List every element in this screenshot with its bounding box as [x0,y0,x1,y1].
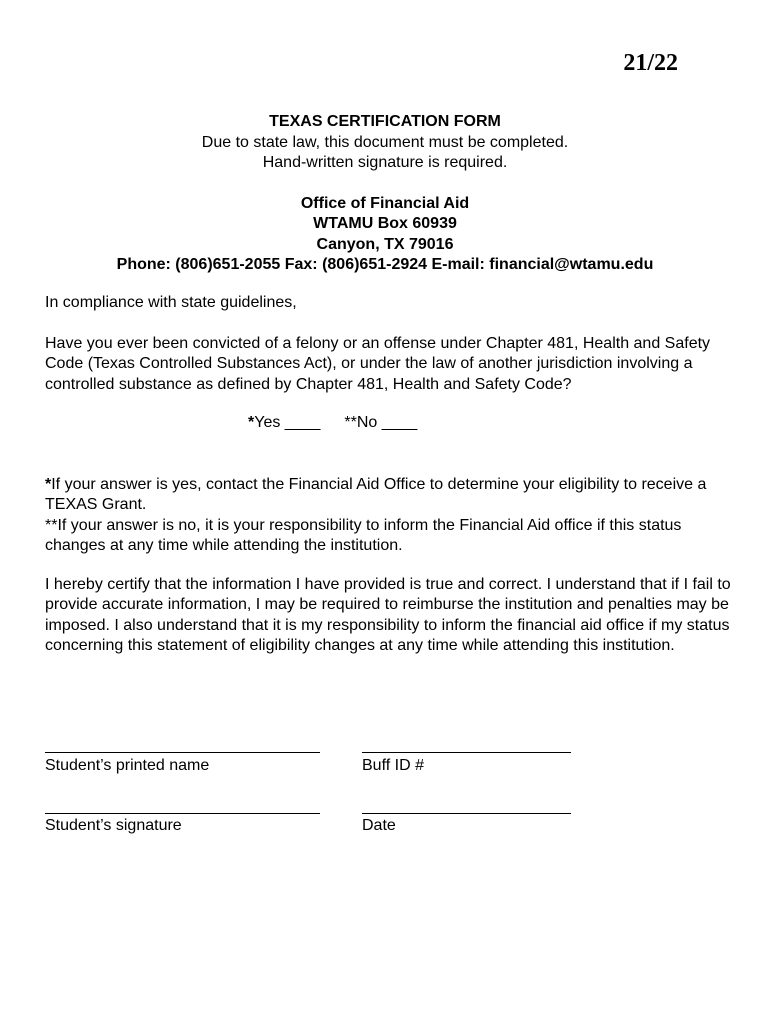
header-spacer [0,174,770,194]
printed-name-label: Student’s printed name [45,757,210,774]
form-subtitle-completion: Due to state law, this document must be completed. [201,133,569,151]
buff-id-label: Buff ID # [362,757,424,774]
felony-question: Have you ever been convicted of a felony or an offense under Chapter 481, Health and Safety Code (Texas Controlled Substances Act), or under the law of another jurisdiction involving a controlled substance as defined by Chapter 481, Health and Safety Code? [45,335,711,393]
answer-no[interactable]: **No ____ [344,414,418,431]
form-header [0,112,770,276]
yes-marker: * [248,414,255,431]
printed-name-line[interactable] [45,752,320,753]
answer-options [248,413,417,433]
signature-label: Student’s signature [45,817,182,834]
office-box: WTAMU Box 60939 [313,215,457,232]
note-yes-text: If your answer is yes, contact the Financial Aid Office to determine your eligibility to receive a TEXAS Grant. [45,476,707,514]
note-yes [45,475,735,516]
buff-id-line[interactable] [362,752,571,753]
certification-statement: I hereby certify that the information I have provided is true and correct. I understand that if I fail to provide accurate information, I may be required to reimburse the institution and penalties may be imposed. I also understand that it is my responsibility to inform the financial aid office if my status concerning this statement of eligibility changes at any time while attending this institution. [45,576,731,654]
date-line[interactable] [362,813,571,814]
yes-label: Yes ____ [254,414,321,431]
office-city: Canyon, TX 79016 [316,235,454,253]
form-title: TEXAS CERTIFICATION FORM [269,113,501,130]
date-label: Date [362,817,396,834]
academic-year: 21/22 [623,50,678,76]
office-name: Office of Financial Aid [300,194,470,212]
note-yes-marker: * [45,476,52,493]
form-subtitle-signature: Hand-written signature is required. [262,154,508,171]
answer-notes [45,475,735,556]
note-no: **If your answer is no, it is your responsibility to inform the Financial Aid office if this status changes at any time while attending the institution. [45,516,682,554]
office-contact: Phone: (806)651-2055 Fax: (806)651-2924 E-mail: financial@wtamu.edu [116,256,654,273]
signature-line[interactable] [45,813,320,814]
compliance-intro: In compliance with state guidelines, [45,294,297,311]
answer-yes[interactable] [248,414,320,431]
